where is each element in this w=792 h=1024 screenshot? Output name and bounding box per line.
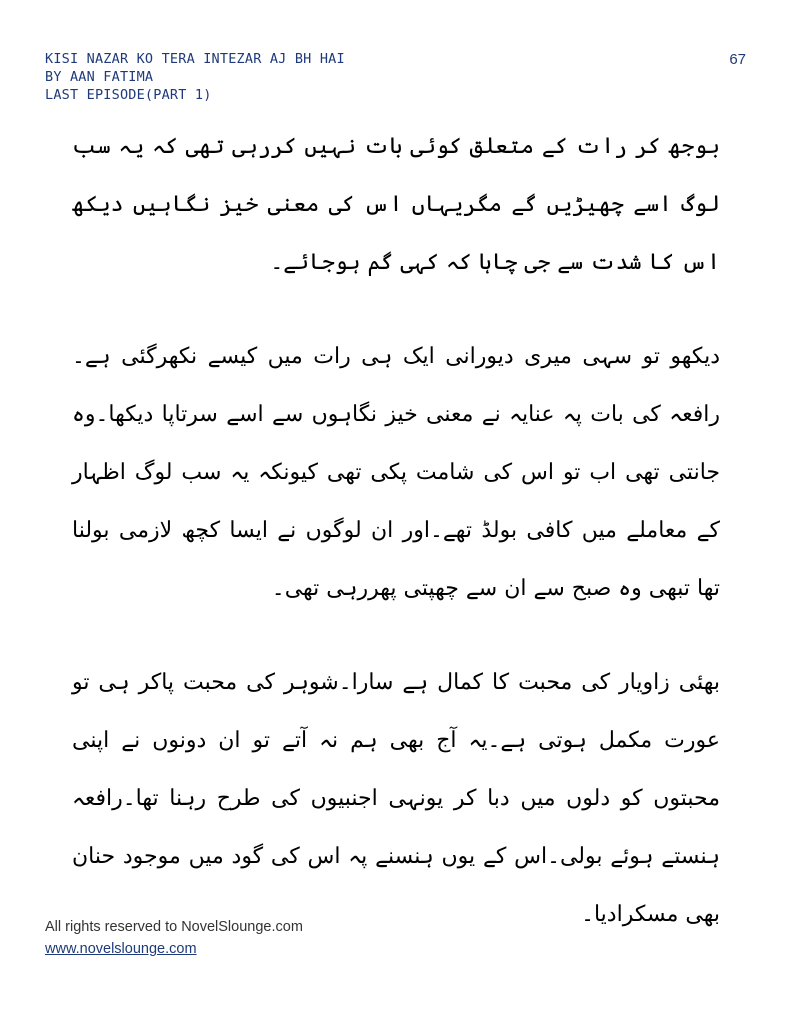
rights-notice: All rights reserved to NovelSlounge.com — [45, 919, 303, 935]
document-footer — [45, 916, 303, 960]
author-line: BY AAN FATIMA — [45, 69, 154, 85]
document-header — [45, 50, 345, 104]
website-link[interactable]: www.novelslounge.com — [45, 941, 197, 957]
paragraph-2: دیکھو تو سہی میری دیورانی ایک ہی رات میں کیسے نکھرگئی ہے۔رافعہ کی بات پہ عنایہ نے معنی خیز نگاہوں سے اسے سرتاپا دیکھا۔وہ جانتی تھی اب تو اس کی شامت پکی تھی کیونکہ یہ سب لوگ اظہار کے معاملے میں کافی بولڈ تھے۔اور ان لوگوں نے ایسا کچھ لازمی بولنا تھا تبھی وہ صبح سے ان سے چھپتی پھررہی تھی۔ — [72, 344, 720, 601]
paragraph-3: بھئی زاویار کی محبت کا کمال ہے سارا۔شوہر کی محبت پاکر ہی تو عورت مکمل ہوتی ہے۔یہ آج بھی ہم نہ آتے تو ان دونوں نے اپنی محبتوں کو دلوں میں دبا کر یونہی اجنبیوں کی طرح رہنا تھا۔رافعہ ہنستے ہوئے بولی۔اس کے یوں ہنسنے پہ اس کی گود میں موجود حنان بھی مسکرادیا۔ — [72, 670, 720, 927]
paragraph-1: بوجھ کر رات کے متعلق کوئی بات نہیں کررہی تھی کہ یہ سب لوگ اسے چھیڑیں گے مگریہاں اس کی معنی خیز نگاہیں دیکھ اس کا شدت سے جی چاہا کہ کہی گم ہوجائے۔ — [72, 134, 720, 275]
novel-title: KISI NAZAR KO TERA INTEZAR AJ BH HAI — [45, 51, 345, 67]
episode-line: LAST EPISODE(PART 1) — [45, 87, 212, 103]
page-number: 67 — [729, 51, 746, 68]
urdu-body-text — [72, 118, 720, 980]
